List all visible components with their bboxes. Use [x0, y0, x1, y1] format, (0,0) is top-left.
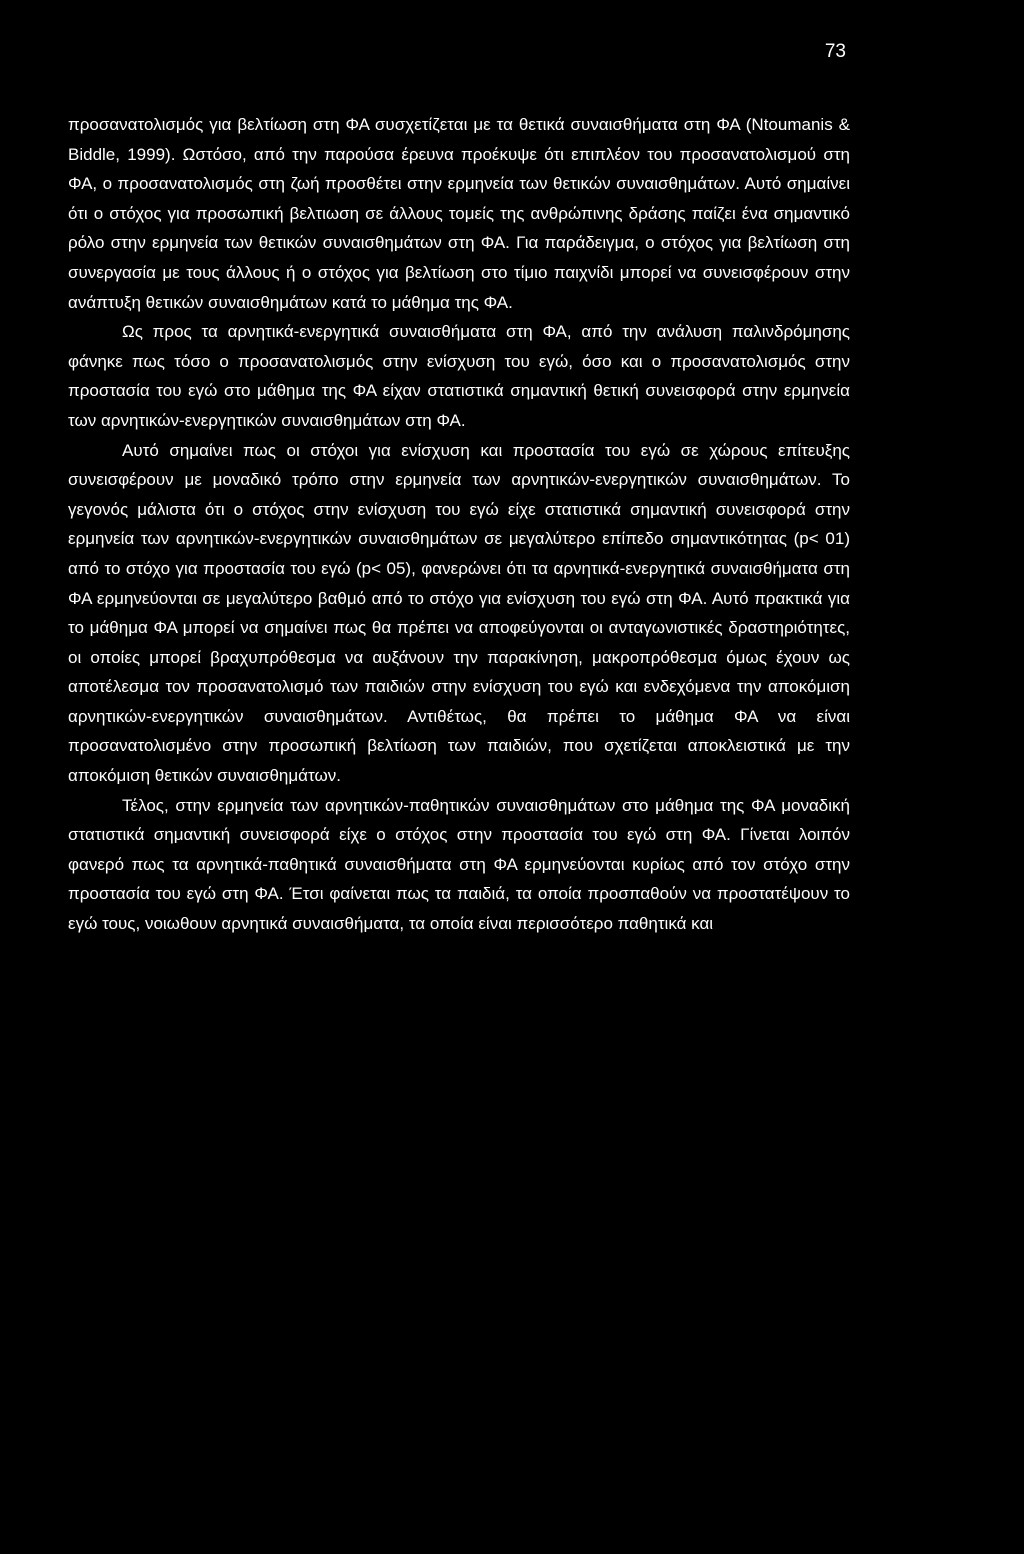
paragraph-2: Ως προς τα αρνητικά-ενεργητικά συναισθήματα στη ΦΑ, από την ανάλυση παλινδρόμησης φάνηκε πως τόσο ο προσανατολισμός στην ενίσχυση του εγώ, όσο και ο προσανατολισμός στην προστασία του εγώ στο μάθημα της ΦΑ είχαν στατιστικά σημαντική θετική συνεισφορά στην ερμηνεία των αρνητικών-ενεργητικών συναισθημάτων στη ΦΑ. [68, 322, 850, 430]
document-body [68, 110, 850, 939]
paragraph-3: Αυτό σημαίνει πως οι στόχοι για ενίσχυση και προστασία του εγώ σε χώρους επίτευξης συνεισφέρουν με μοναδικό τρόπο στην ερμηνεία των αρνητικών-ενεργητικών συναισθημάτων. Το γεγονός μάλιστα ότι ο στόχος στην ενίσχυση του εγώ είχε στατιστικά σημαντική συνεισφορά στην ερμηνεία των αρνητικών-ενεργητικών συναισθημάτων σε μεγαλύτερο επίπεδο σημαντικότητας (p< 01) από το στόχο για προστασία του εγώ (p< 05), φανερώνει ότι τα αρνητικά-ενεργητικά συναισθήματα στη ΦΑ ερμηνεύονται σε μεγαλύτερο βαθμό από το στόχο για ενίσχυση του εγώ στη ΦΑ. Αυτό πρακτικά για το μάθημα ΦΑ μπορεί να σημαίνει πως θα πρέπει να αποφεύγονται οι ανταγωνιστικές δραστηριότητες, οι οποίες μπορεί βραχυπρόθεσμα να αυξάνουν την παρακίνηση, μακροπρόθεσμα όμως έχουν ως αποτέλεσμα τον προσανατολισμό των παιδιών στην ενίσχυση του εγώ και ενδεχόμενα την αποκόμιση αρνητικών-ενεργητικών συναισθημάτων. Αντιθέτως, θα πρέπει το μάθημα ΦΑ να είναι προσανατολισμένο στην προσωπική βελτίωση των παιδιών, που σχετίζεται αποκλειστικά με την αποκόμιση θετικών συναισθημάτων. [68, 440, 850, 786]
paragraph-1: προσανατολισμός για βελτίωση στη ΦΑ συσχετίζεται με τα θετικά συναισθήματα στη ΦΑ (Ntoumanis & Biddle, 1999). Ωστόσο, από την παρούσα έρευνα προέκυψε ότι επιπλέον του προσανατολισμού στη ΦΑ, ο προσανατολισμός στη ζωή προσθέτει στην ερμηνεία των θετικών συναισθημάτων. Αυτό σημαίνει ότι ο στόχος για προσωπική βελτιωση σε άλλους τομείς της ανθρώπινης δράσης παίζει ένα σημαντικό ρόλο στην ερμηνεία των θετικών συναισθημάτων στη ΦΑ. Για παράδειγμα, ο στόχος για βελτίωση στη συνεργασία με τους άλλους ή ο στόχος για βελτίωση στο τίμιο παιχνίδι μπορεί να συνεισφέρουν στην ανάπτυξη θετικών συναισθημάτων κατά το μάθημα της ΦΑ. [68, 115, 850, 312]
paragraph-4: Τέλος, στην ερμηνεία των αρνητικών-παθητικών συναισθημάτων στο μάθημα της ΦΑ μοναδική στατιστικά σημαντική συνεισφορά είχε ο στόχος στην προστασία του εγώ στη ΦΑ. Γίνεται λοιπόν φανερό πως τα αρνητικά-παθητικά συναισθήματα στη ΦΑ ερμηνεύονται κυρίως από τον στόχο στην προστασία του εγώ στη ΦΑ. Έτσι φαίνεται πως τα παιδιά, τα οποία προσπαθούν να προστατέψουν το εγώ τους, νοιωθουν αρνητικά συναισθήματα, τα οποία είναι περισσότερο παθητικά και [68, 795, 850, 934]
page-number: 73 [824, 41, 846, 62]
